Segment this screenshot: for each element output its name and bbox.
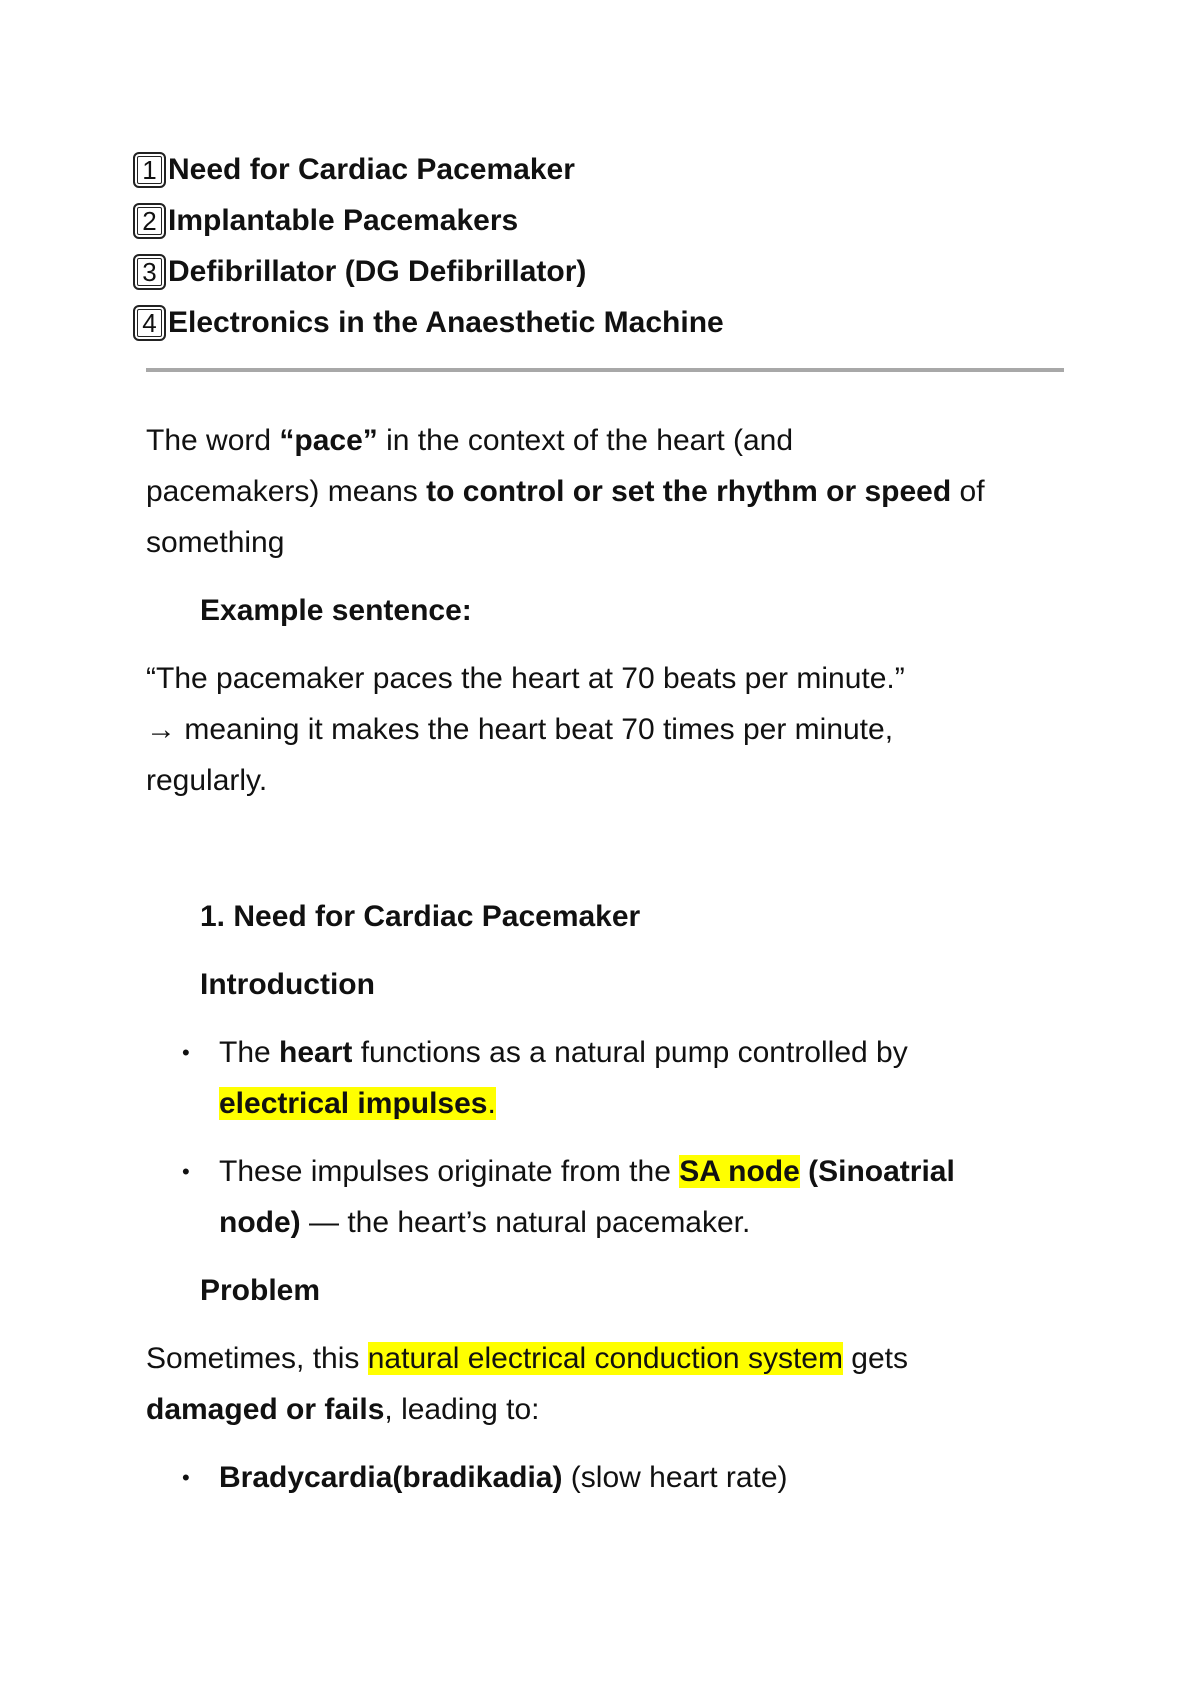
introduction-heading: Introduction bbox=[200, 968, 375, 1001]
problem-heading: Problem bbox=[200, 1274, 321, 1307]
bullet-icon: • bbox=[182, 1040, 190, 1065]
toc-label: Electronics in the Anaesthetic Machine bbox=[168, 306, 724, 339]
text: (slow heart rate) bbox=[562, 1461, 788, 1494]
example-line-3: regularly. bbox=[146, 764, 268, 797]
text: gets bbox=[842, 1342, 909, 1375]
keycap-number: 2 bbox=[133, 203, 166, 239]
problem-line-2 bbox=[146, 1390, 540, 1430]
keycap-number: 1 bbox=[133, 152, 166, 188]
text: pacemakers) means bbox=[146, 475, 427, 508]
text: Sometimes, this bbox=[146, 1342, 368, 1375]
text: The bbox=[219, 1036, 280, 1069]
keycap-number: 4 bbox=[133, 305, 166, 341]
bullet3-line-1 bbox=[219, 1458, 788, 1498]
definition-bold: to control or set the rhythm or speed bbox=[426, 475, 952, 508]
bullet1-line-1 bbox=[219, 1033, 908, 1073]
highlighted-term: electrical impulses bbox=[219, 1087, 488, 1120]
example-line-1: “The pacemaker paces the heart at 70 beats per minute.” bbox=[146, 662, 905, 695]
text: something bbox=[146, 526, 285, 559]
text: in the context of the heart (and bbox=[377, 424, 794, 457]
text: These impulses originate from the bbox=[219, 1155, 680, 1188]
bullet1-line-2 bbox=[219, 1084, 496, 1124]
term-bradycardia: Bradycardia(bradikadia) bbox=[219, 1461, 563, 1494]
bullet2-line-2 bbox=[219, 1203, 750, 1243]
text: The word bbox=[146, 424, 280, 457]
example-line-2: → meaning it makes the heart beat 70 times per minute, bbox=[146, 713, 894, 746]
toc-label: Implantable Pacemakers bbox=[168, 204, 519, 237]
horizontal-divider bbox=[146, 368, 1064, 372]
section-title: 1. Need for Cardiac Pacemaker bbox=[200, 900, 641, 933]
highlighted-phrase: natural electrical conduction system bbox=[367, 1342, 843, 1375]
toc-label: Defibrillator (DG Defibrillator) bbox=[168, 255, 587, 288]
text: — the heart’s natural pacemaker. bbox=[300, 1206, 751, 1239]
bullet2-line-1 bbox=[219, 1152, 955, 1192]
intro-line-1 bbox=[146, 421, 793, 461]
term-damaged: damaged or fails bbox=[146, 1393, 385, 1426]
term-pace: “pace” bbox=[279, 424, 378, 457]
term-heart: heart bbox=[279, 1036, 353, 1069]
intro-line-3 bbox=[146, 523, 284, 563]
toc-item-1 bbox=[133, 150, 575, 190]
toc-item-3 bbox=[133, 252, 586, 292]
term-sinoatrial: (Sinoatrial bbox=[799, 1155, 955, 1188]
toc-label: Need for Cardiac Pacemaker bbox=[168, 153, 575, 186]
text: , leading to: bbox=[384, 1393, 540, 1426]
keycap-number: 3 bbox=[133, 254, 166, 290]
term-node: node) bbox=[219, 1206, 301, 1239]
intro-line-2 bbox=[146, 472, 985, 512]
text: . bbox=[487, 1087, 496, 1120]
bullet-icon: • bbox=[182, 1465, 190, 1490]
toc-item-4 bbox=[133, 303, 724, 343]
text: of bbox=[951, 475, 985, 508]
text: functions as a natural pump controlled by bbox=[352, 1036, 908, 1069]
bullet-icon: • bbox=[182, 1159, 190, 1184]
toc-item-2 bbox=[133, 201, 518, 241]
example-heading: Example sentence: bbox=[200, 594, 472, 627]
problem-line-1 bbox=[146, 1339, 908, 1379]
highlighted-term: SA node bbox=[679, 1155, 800, 1188]
